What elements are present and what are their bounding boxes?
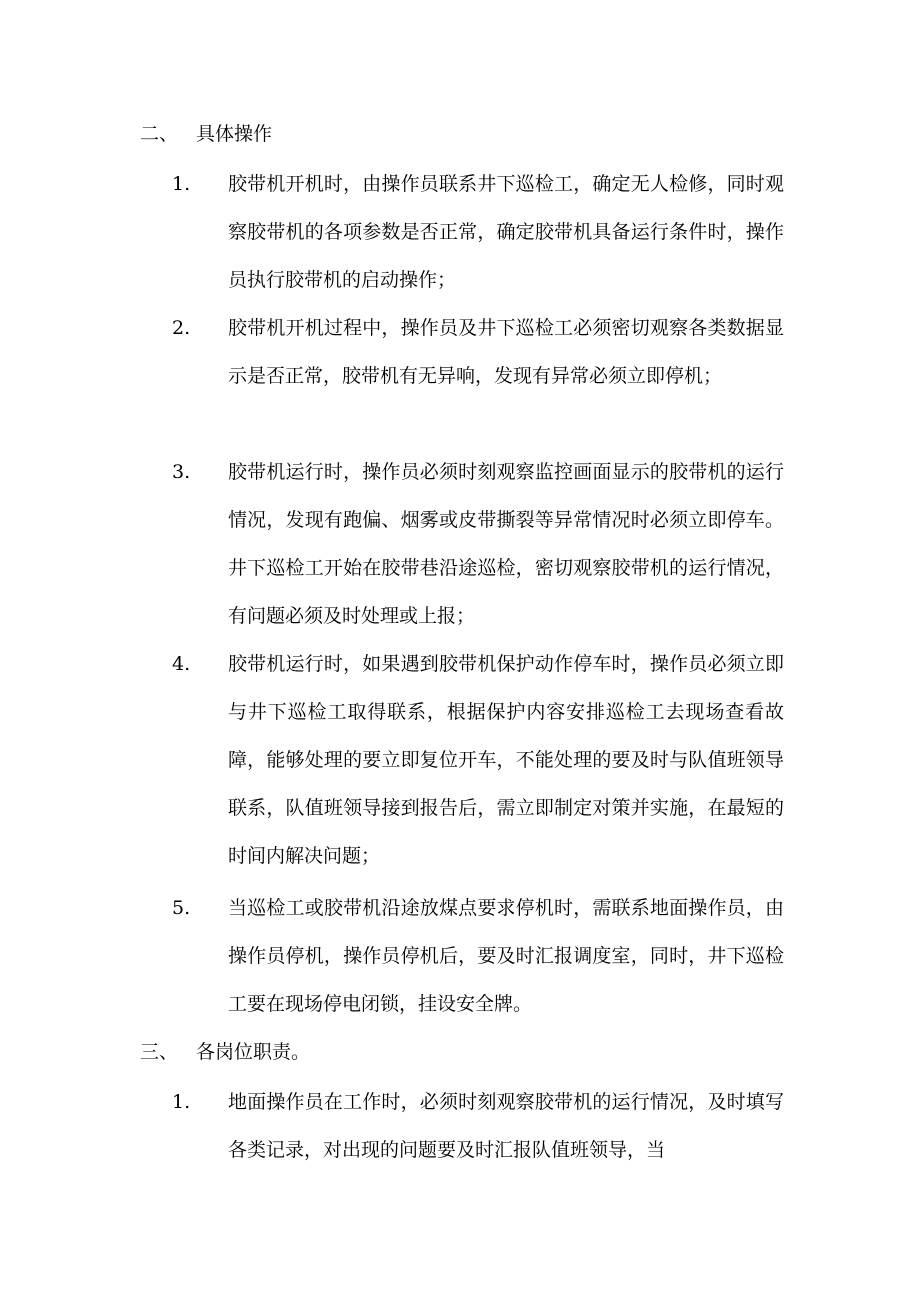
section-title: 各岗位职责。 (196, 1041, 311, 1063)
list-item-text: 胶带机运行时，如果遇到胶带机保护动作停车时，操作员必须立即与井下巡检工取得联系，根据保护内容安排巡检工去现场查看故障，能够处理的要立即复位开车，不能处理的要及时与队值班领导联系，队值班领导接到报告后，需立即制定对策并实施，在最短的时间内解决问题； (228, 653, 784, 867)
list-item-number: 5. (172, 897, 191, 919)
section-title: 具体操作 (196, 123, 273, 145)
list-item-text: 胶带机开机时，由操作员联系井下巡检工，确定无人检修，同时观察胶带机的各项参数是否正常，确定胶带机具备运行条件时，操作员执行胶带机的启动操作； (228, 173, 784, 291)
list-item-number: 2. (172, 317, 191, 339)
list-item-number: 1. (172, 173, 191, 195)
section-number: 三、 (140, 1041, 179, 1063)
list-item-number: 4. (172, 653, 191, 675)
list-item-text: 胶带机开机过程中，操作员及井下巡检工必须密切观察各类数据显示是否正常，胶带机有无异响，发现有异常必须立即停机； (228, 317, 784, 387)
list-item-text: 当巡检工或胶带机沿途放煤点要求停机时，需联系地面操作员，由操作员停机，操作员停机后，要及时汇报调度室，同时，井下巡检工要在现场停电闭锁，挂设安全牌。 (228, 897, 784, 1015)
section-heading (140, 1040, 310, 1064)
list-item-text: 地面操作员在工作时，必须时刻观察胶带机的运行情况，及时填写各类记录，对出现的问题要及时汇报队值班领导，当 (228, 1091, 784, 1161)
list-item-number: 3. (172, 461, 191, 483)
list-item-text: 胶带机运行时，操作员必须时刻观察监控画面显示的胶带机的运行情况，发现有跑偏、烟雾或皮带撕裂等异常情况时必须立即停车。井下巡检工开始在胶带巷沿途巡检，密切观察胶带机的运行情况，有问题必须及时处理或上报； (228, 461, 784, 627)
section-number: 二、 (140, 123, 179, 145)
list-item-number: 1. (172, 1091, 191, 1113)
section-heading (140, 122, 272, 146)
